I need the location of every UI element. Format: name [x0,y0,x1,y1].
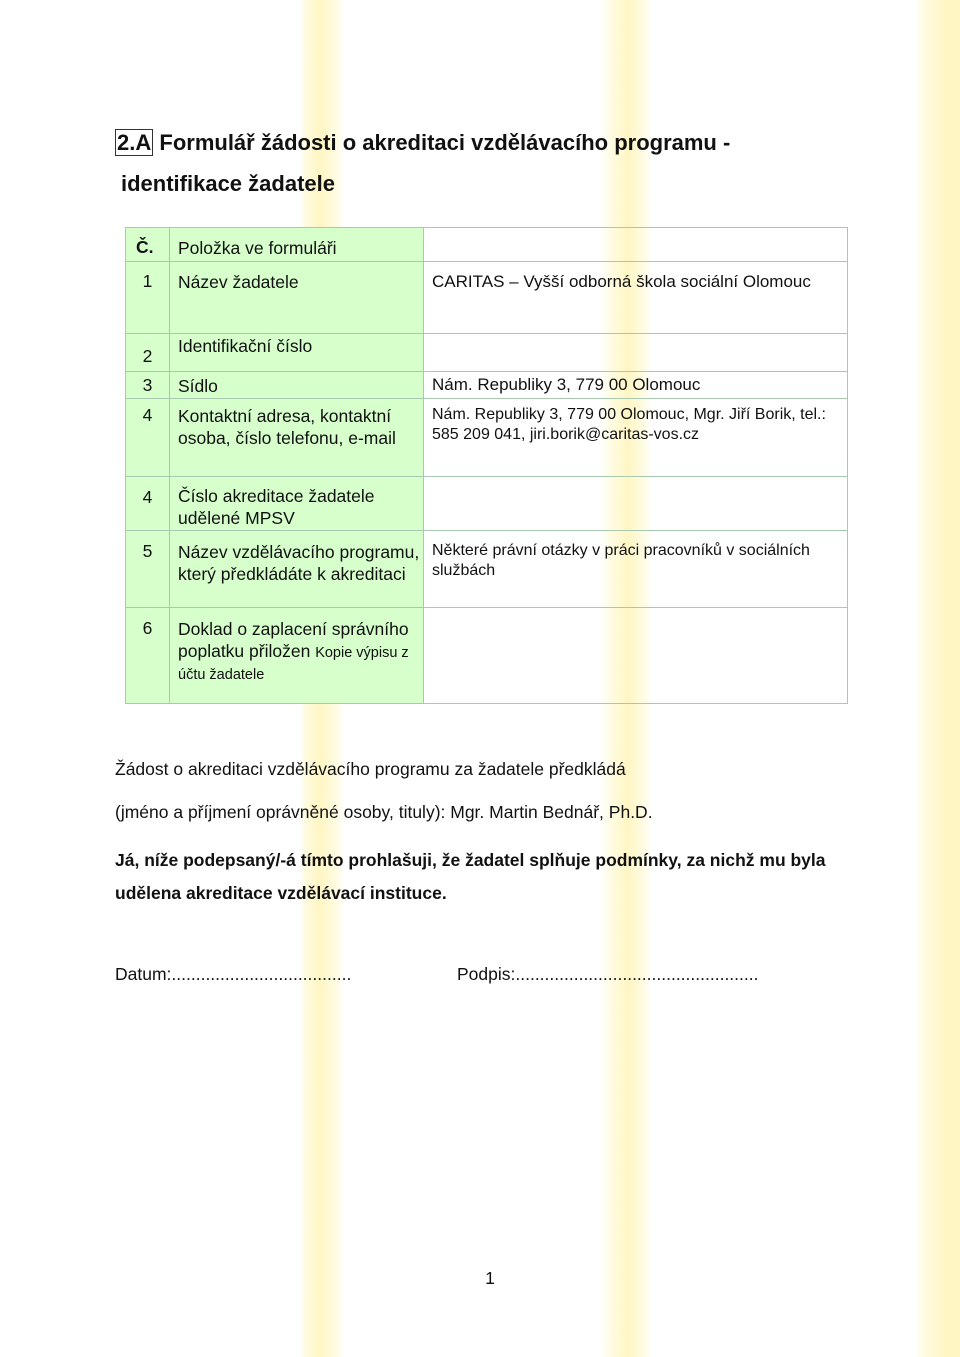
header-number-cell: Č. [126,228,170,262]
table-row [126,608,848,704]
row-value[interactable] [424,477,848,531]
statement-line-2: (jméno a příjmení oprávněné osoby, tituly): Mgr. Martin Bednář, Ph.D. [115,802,653,822]
date-field[interactable] [115,963,351,985]
table-row [126,399,848,477]
header-value-cell [424,228,848,262]
header-item-cell: Položka ve formuláři [170,228,424,262]
page-number: 1 [485,1268,495,1288]
row-label: Identifikační číslo [170,334,424,372]
row-number: 3 [126,372,170,399]
row-value: CARITAS – Vyšší odborná škola sociální Olomouc [424,262,848,334]
statement-line-1: Žádost o akreditaci vzdělávacího programu za žadatele předkládá [115,759,626,779]
table-row [126,531,848,608]
table-header-row [126,228,848,262]
row-label: Název žadatele [170,262,424,334]
row-label-note: Kopie výpisu z účtu žadatele [178,645,409,683]
row-label: Sídlo [170,372,424,399]
date-label: Datum: [115,964,172,984]
row-value: Některé právní otázky v práci pracovníků v sociálních službách [424,531,848,608]
row-number: 6 [126,608,170,704]
signature-value: .................................................. [515,964,759,984]
row-number: 5 [126,531,170,608]
table-row [126,262,848,334]
signature-label: Podpis: [457,964,516,984]
row-value: Nám. Republiky 3, 779 00 Olomouc [424,372,848,399]
row-label: Číslo akreditace žadatele udělené MPSV [170,477,424,531]
section-number: 2.A [117,130,152,155]
row-number: 4 [126,477,170,531]
date-value: ..................................... [171,964,352,984]
title-line-1: Formulář žádosti o akreditaci vzdělávacího programu - [159,130,731,155]
row-value: Nám. Republiky 3, 779 00 Olomouc, Mgr. Jiří Borik, tel.: 585 209 041, jiri.borik@caritas-vos.cz [424,399,848,477]
table-row [126,334,848,372]
row-number: 4 [126,399,170,477]
signature-field[interactable] [457,963,758,985]
document-title [115,122,875,204]
title-line-2: identifikace žadatele [121,171,335,196]
row-number: 1 [126,262,170,334]
identification-table [125,227,848,704]
row-label: Kontaktní adresa, kontaktní osoba, číslo telefonu, e-mail [170,399,424,477]
row-number: 2 [126,334,170,372]
declaration: Já, níže podepsaný/-á tímto prohlašuji, že žadatel splňuje podmínky, za nichž mu byla udělena akreditace vzdělávací instituce. [115,850,826,903]
table-row [126,477,848,531]
row-value[interactable] [424,334,848,372]
row-value[interactable] [424,608,848,704]
table-row [126,372,848,399]
row-label: Název vzdělávacího programu, který předkládáte k akreditaci [170,531,424,608]
row-label: Doklad o zaplacení správního poplatku přiložen Kopie výpisu z účtu žadatele [170,608,424,704]
